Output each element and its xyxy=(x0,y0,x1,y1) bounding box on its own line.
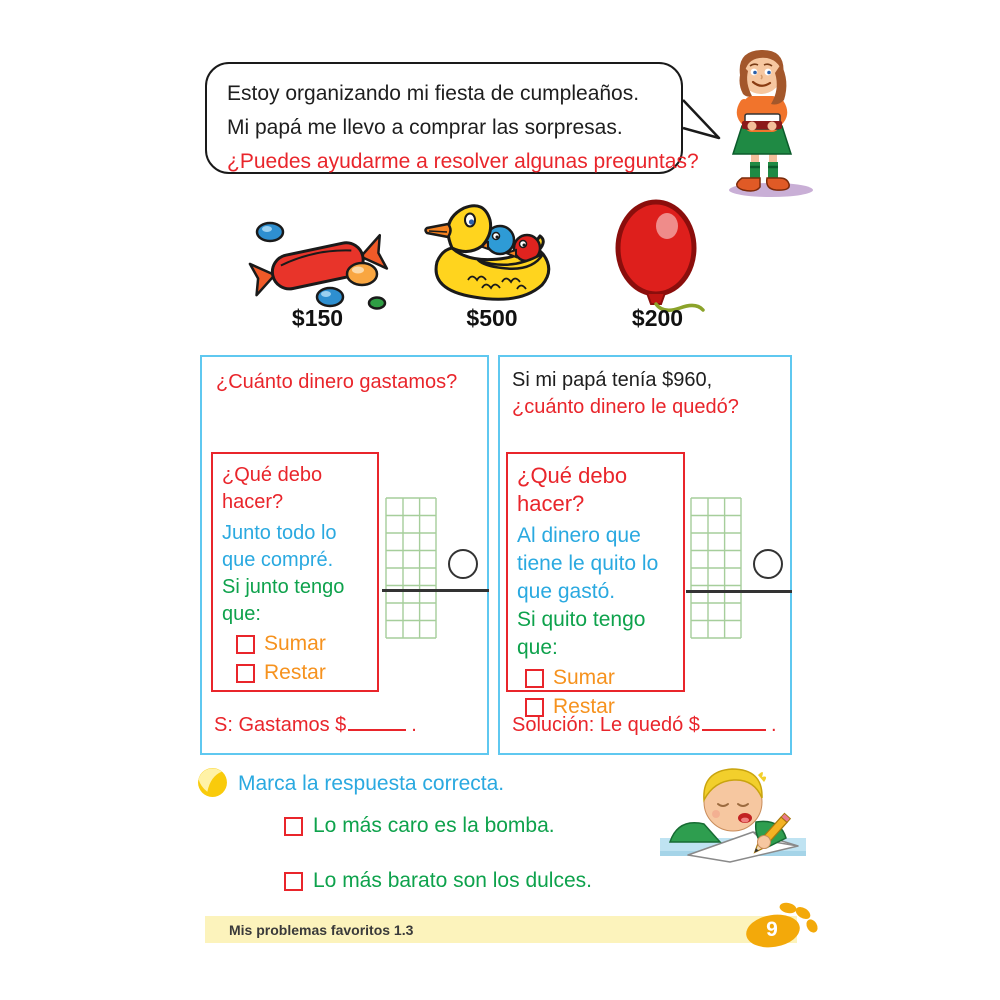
answer-blank[interactable] xyxy=(348,718,406,731)
girl-illustration xyxy=(695,46,825,198)
hint-title: ¿Qué debo hacer? xyxy=(222,464,323,513)
checkbox-sumar[interactable] xyxy=(525,669,544,688)
operation-circle[interactable] xyxy=(448,549,478,579)
marca-title: Marca la respuesta correcta. xyxy=(238,772,505,795)
item-candy xyxy=(240,212,395,332)
option-label-restar: Restar xyxy=(553,695,615,718)
question-right: ¿cuánto dinero le quedó? xyxy=(512,396,739,418)
hint-action: Junto todo lo que compré. xyxy=(222,522,337,571)
bubble-line-2: Mi papá me llevo a comprar las sorpresas. xyxy=(227,116,623,139)
price-candy: $150 xyxy=(291,305,344,331)
item-duck xyxy=(422,196,562,332)
hint-condition: Si quito tengo que: xyxy=(517,608,646,659)
page-number: 9 xyxy=(766,918,778,941)
sum-line xyxy=(686,590,792,593)
option-row-restar xyxy=(236,660,371,686)
problem-box-right xyxy=(498,355,792,755)
solution-period: . xyxy=(411,714,417,736)
footer-bar xyxy=(205,916,797,943)
solution-period: . xyxy=(770,714,777,736)
checkbox-restar[interactable] xyxy=(236,664,255,683)
sum-line xyxy=(382,589,489,592)
hint-box-right xyxy=(506,452,685,718)
price-balloon: $200 xyxy=(631,305,684,331)
option-label-restar: Restar xyxy=(264,661,326,684)
solution-left xyxy=(214,714,417,737)
checkbox-marca-2[interactable] xyxy=(284,872,303,891)
solution-right xyxy=(512,714,777,737)
bubble-line-1: Estoy organizando mi fiesta de cumpleaños. xyxy=(227,82,640,105)
calc-grid[interactable] xyxy=(690,497,742,639)
solution-prefix: Solución: Le quedó $ xyxy=(512,714,700,736)
operation-circle[interactable] xyxy=(753,549,783,579)
option-row-sumar xyxy=(236,631,371,657)
calc-grid[interactable] xyxy=(385,497,437,639)
hint-condition: Si junto tengo que: xyxy=(222,576,345,625)
duck-toy-illustration xyxy=(422,196,562,308)
balloon-illustration xyxy=(610,198,705,316)
question-right-intro: Si mi papá tenía $960, xyxy=(512,369,713,391)
bubble-line-3: ¿Puedes ayudarme a resolver algunas preguntas? xyxy=(227,150,699,173)
option-label-sumar: Sumar xyxy=(553,666,615,689)
marca-option-row-1 xyxy=(284,814,555,838)
boy-writing-illustration xyxy=(658,762,808,870)
answer-blank[interactable] xyxy=(702,718,766,731)
hint-action: Al dinero que tiene le quito lo que gastó. xyxy=(517,524,659,603)
candy-illustration xyxy=(240,212,395,312)
price-duck: $500 xyxy=(466,305,518,331)
hint-title: ¿Qué debo hacer? xyxy=(517,463,628,516)
marca-option-row-2 xyxy=(284,869,592,893)
marca-option-1: Lo más caro es la bomba. xyxy=(313,814,555,837)
sun-bullet-icon xyxy=(197,767,228,798)
hint-box-left xyxy=(211,452,379,692)
option-row-sumar xyxy=(525,665,677,691)
checkbox-marca-1[interactable] xyxy=(284,817,303,836)
footer-title: Mis problemas favoritos 1.3 xyxy=(229,922,414,938)
problem-box-left xyxy=(200,355,489,755)
checkbox-sumar[interactable] xyxy=(236,635,255,654)
speech-bubble xyxy=(205,62,699,174)
solution-prefix: S: Gastamos $ xyxy=(214,714,347,736)
marca-option-2: Lo más barato son los dulces. xyxy=(313,869,592,892)
item-balloon xyxy=(610,198,705,332)
question-left: ¿Cuánto dinero gastamos? xyxy=(216,371,458,393)
option-label-sumar: Sumar xyxy=(264,632,326,655)
